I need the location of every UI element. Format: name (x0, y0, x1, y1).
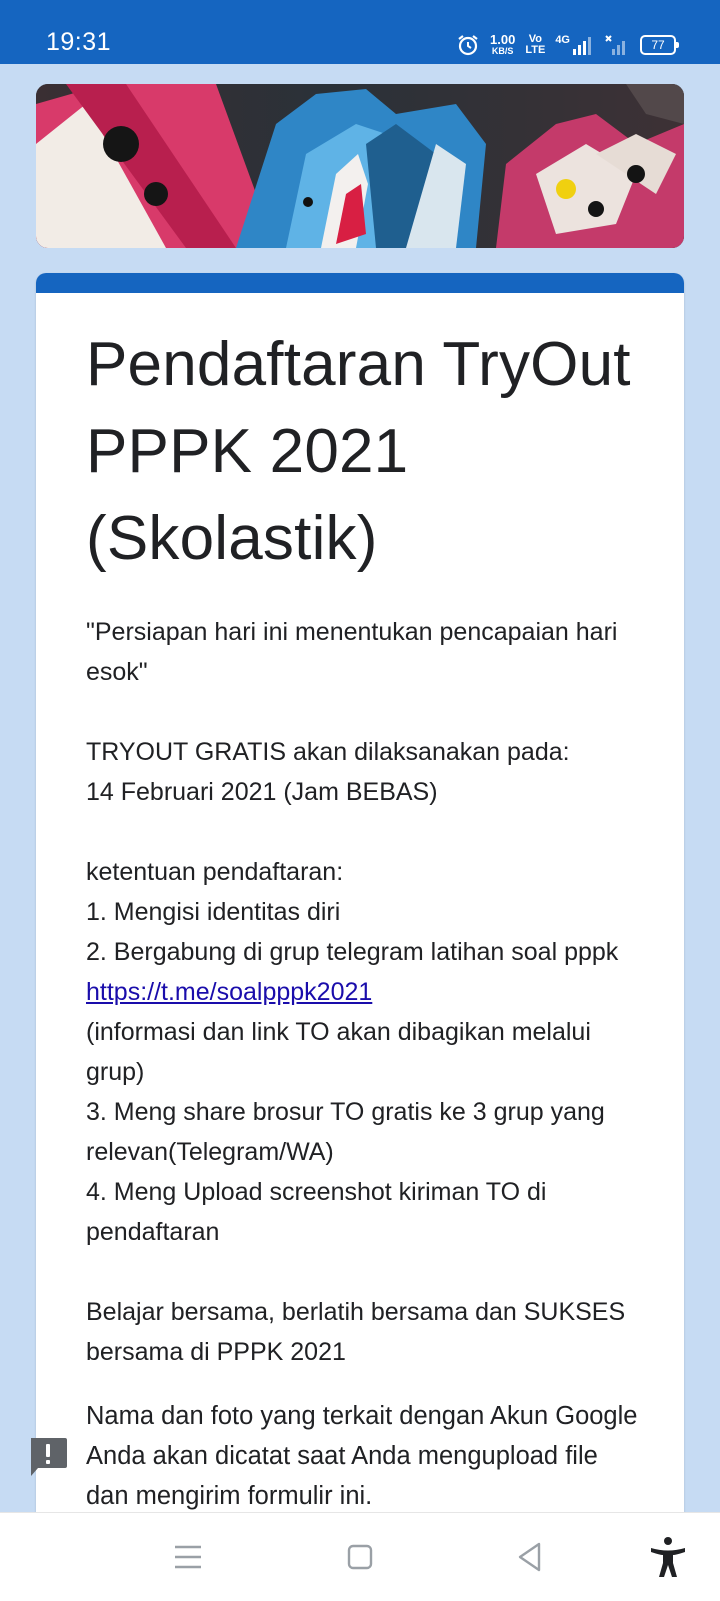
report-abuse-button[interactable] (28, 1436, 68, 1478)
volte-bottom: LTE (525, 44, 546, 56)
home-icon (338, 1535, 382, 1579)
status-time: 19:31 (46, 28, 112, 56)
alarm-icon (456, 33, 480, 57)
back-button[interactable] (508, 1535, 552, 1579)
status-icons (456, 30, 676, 60)
form-title: Pendaftaran TryOut PPPK 2021 (Skolastik) (86, 330, 631, 573)
form-card (36, 273, 684, 1518)
status-bar (0, 0, 720, 64)
navigation-bar (0, 1512, 720, 1601)
form-header (86, 321, 646, 1516)
accessibility-button[interactable] (646, 1535, 690, 1579)
volte-top: Vo (528, 33, 542, 45)
net-speed-value: 1.00 (490, 32, 516, 47)
network-type: 4G (555, 34, 570, 46)
report-icon (28, 1436, 68, 1478)
no-signal-icon (604, 34, 630, 56)
menu-icon (166, 1535, 210, 1579)
net-speed-unit: KB/S (491, 46, 514, 56)
accessibility-icon (646, 1535, 690, 1579)
back-icon (508, 1535, 552, 1579)
telegram-group-link[interactable]: https://t.me/soalpppk2021 (86, 978, 373, 1006)
battery-icon (640, 35, 676, 55)
home-button[interactable] (338, 1535, 382, 1579)
card-accent-bar (36, 273, 684, 293)
recent-apps-button[interactable] (166, 1535, 210, 1579)
header-banner-image (36, 84, 684, 248)
description-text-before-link: "Persiapan hari ini menentukan pencapaian hari esok" TRYOUT GRATIS akan dilaksanakan pada: 14 Februari 2021 (Jam BEBAS) ketentuan pendaftaran: 1. Mengisi identitas diri 2. Bergabung di grup telegram latihan soal pppk (86, 618, 619, 966)
signal-indicator (555, 35, 594, 55)
signal-icon (572, 35, 594, 55)
net-speed (490, 34, 515, 56)
form-description (86, 612, 646, 1372)
volte-indicator (525, 34, 545, 56)
description-text-after-link: (informasi dan link TO akan dibagikan melalui grup) 3. Meng share brosur TO gratis ke 3 grup yang relevan(Telegram/WA) 4. Meng Upload screenshot kiriman TO di pendaftaran Belajar bersama, berlatih bersama dan SUKSES bersama di PPPK 2021 (86, 1018, 626, 1366)
account-notice: Nama dan foto yang terkait dengan Akun Google Anda akan dicatat saat Anda mengupload file dan mengirim formulir ini. (86, 1402, 638, 1510)
battery-level: 77 (651, 38, 665, 52)
